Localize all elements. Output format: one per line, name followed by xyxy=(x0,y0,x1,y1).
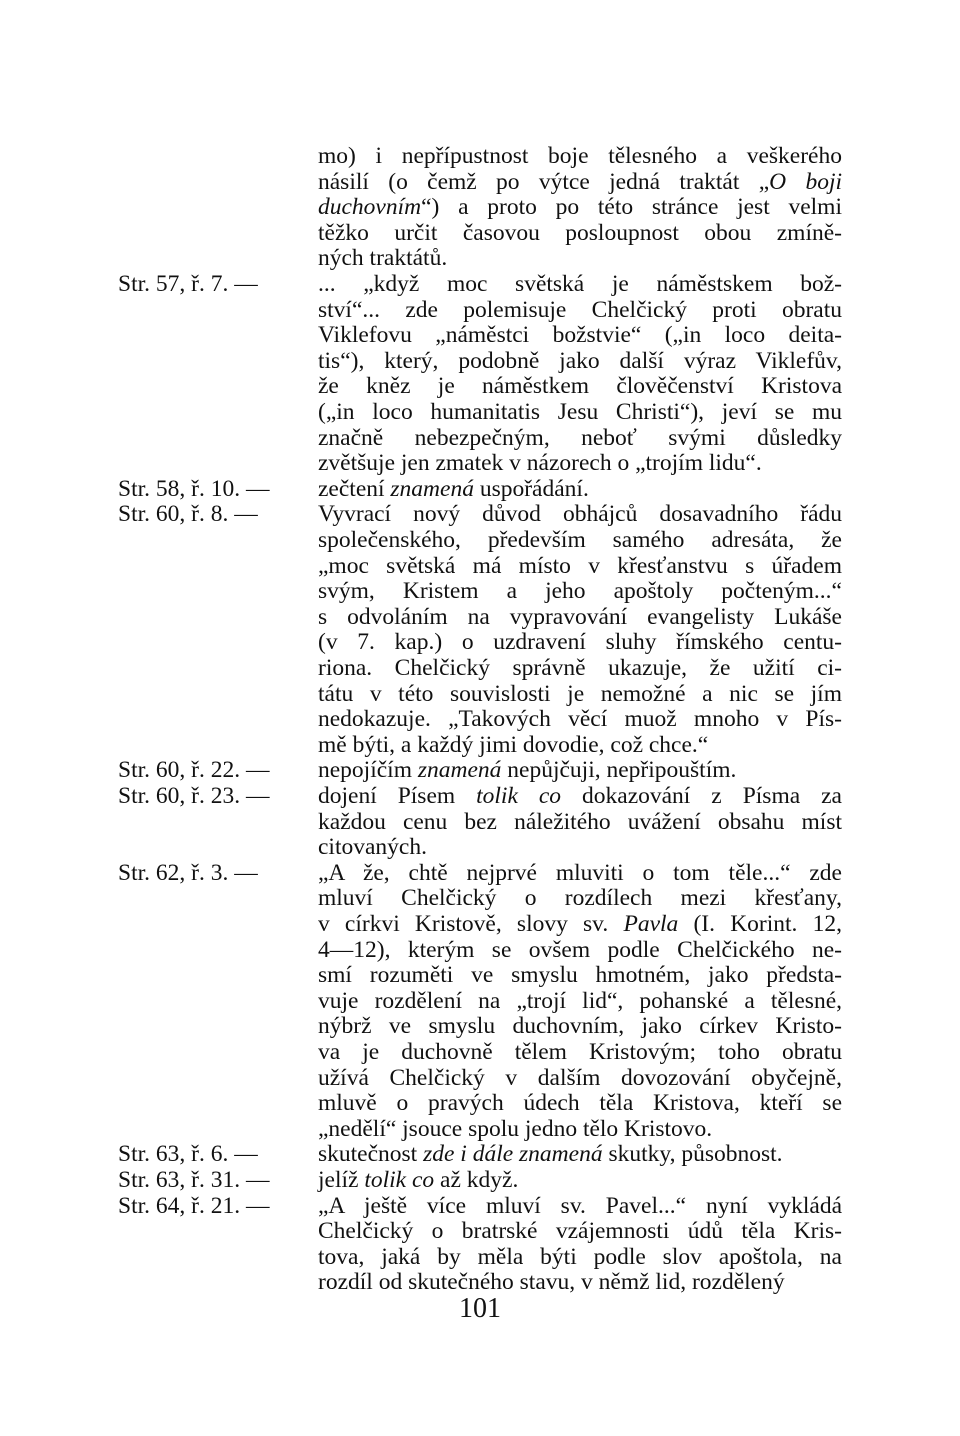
note-line: nedokazuje. „Takových věcí muož mnoho v Pís- xyxy=(318,706,842,733)
note-text xyxy=(318,1142,842,1168)
line-reference: Str. 64, ř. 21. — xyxy=(118,1192,270,1219)
line-reference: Str. 57, ř. 7. — xyxy=(118,271,258,297)
note-line: vuje rozdělení na „trojí lid“, pohanské a tělesné, xyxy=(318,987,842,1014)
note-line: mě býti, a každý jimi dovodie, což chce.“ xyxy=(318,731,709,758)
note-line: ství“... zde polemisuje Chelčický proti obratu xyxy=(318,296,842,323)
note-line: „A že, chtě nejprvé mluviti o tom těle...“ zde xyxy=(318,859,842,886)
note-line: zvětšuje jen zmatek v názorech o „trojím lidu“. xyxy=(318,450,762,477)
note-text xyxy=(318,144,842,272)
note-text xyxy=(318,1194,842,1296)
note-text xyxy=(318,861,842,1143)
note-line: citovaných. xyxy=(318,834,427,861)
line-reference: Str. 60, ř. 8. — xyxy=(118,501,258,528)
note-text xyxy=(318,758,842,784)
note-line: společenského, především samého adresáta, že xyxy=(318,526,842,553)
note-line: skutečnost zde i dále znamená skutky, působnost. xyxy=(318,1141,783,1168)
note-line: že kněz je náměstkem člověčenství Kristova xyxy=(318,373,842,400)
note-line: mluvě o pravých údech těla Kristova, kteří se xyxy=(318,1090,842,1117)
note-line: dojení Písem tolik co dokazování z Písma za xyxy=(318,783,842,809)
note-line: rozdíl od skutečného stavu, v němž lid, rozdělený xyxy=(318,1269,785,1296)
note-line: Vyvrací nový důvod obhájců dosavadního řádu xyxy=(318,501,842,528)
page-number: 101 xyxy=(459,1293,501,1324)
note-line: násilí (o čemž po výtce jedná traktát „O boji xyxy=(318,168,843,195)
note-text xyxy=(318,272,842,477)
note-line: „nedělí“ jsouce spolu jedno tělo Kristovo. xyxy=(318,1115,713,1142)
note-line: těžko určit časovou posloupnost obou zmíně- xyxy=(318,219,842,246)
note-line: užívá Chelčický v dalším dovozování obyčejně, xyxy=(318,1064,842,1091)
note-line: mo) i nepřípustnost boje tělesného a veškerého xyxy=(318,143,842,169)
note-line: každou cenu bez náležitého uvážení obsahu míst xyxy=(318,808,842,835)
note-text xyxy=(318,477,842,503)
note-line: nýbrž ve smyslu duchovním, jako církev Kristo- xyxy=(318,1013,842,1040)
note-line: ... „když moc světská je náměstskem bož- xyxy=(318,271,842,297)
note-line: nepojíčím znamená nepůjčuji, nepřipouštím. xyxy=(318,757,737,784)
note-line: značně nebezpečným, neboť svými důsledky xyxy=(318,424,842,451)
line-reference: Str. 63, ř. 6. — xyxy=(118,1141,258,1168)
note-line: va je duchovně tělem Kristovým; toho obratu xyxy=(318,1038,842,1065)
line-reference: Str. 60, ř. 23. — xyxy=(118,783,270,809)
note-line: svým, Kristem a jeho apoštoly počteným...“ xyxy=(318,578,842,605)
line-reference: Str. 62, ř. 3. — xyxy=(118,859,258,886)
note-line: tis“), který, podobně jako další výraz Viklefův, xyxy=(318,347,842,374)
note-line: Viklefovu „náměstci božstvie“ („in loco deita- xyxy=(318,322,842,349)
note-line: mluví Chelčický o rozdílech mezi křesťany, xyxy=(318,885,842,912)
line-reference: Str. 58, ř. 10. — xyxy=(118,475,270,502)
note-line: riona. Chelčický správně ukazuje, že užití ci- xyxy=(318,654,842,681)
note-line: Chelčický o bratrské vzájemnosti údů těla Kris- xyxy=(318,1218,842,1245)
note-line: zečtení znamená uspořádání. xyxy=(318,475,589,502)
note-line: („in loco humanitatis Jesu Christi“), jeví se mu xyxy=(318,398,842,425)
note-line: tátu v této souvislosti je nemožné a nic se jím xyxy=(318,680,842,707)
note-line: smí rozuměti ve smyslu hmotném, jako předsta- xyxy=(318,962,842,989)
line-reference: Str. 63, ř. 31. — xyxy=(118,1167,270,1193)
note-line: duchovním“) a proto po této stránce jest velmi xyxy=(318,194,842,221)
note-text xyxy=(318,1168,842,1194)
note-line: tova, jaká by měla býti podle slov apoštola, na xyxy=(318,1243,842,1270)
note-line: v církvi Kristově, slovy sv. Pavla (I. Korint. 12, xyxy=(318,910,842,937)
note-line: jelíž tolik co až když. xyxy=(318,1167,519,1193)
note-line: ných traktátů. xyxy=(318,245,448,272)
note-text xyxy=(318,502,842,758)
note-text xyxy=(318,784,842,861)
note-line: „A ještě více mluví sv. Pavel...“ nyní vykládá xyxy=(318,1192,842,1219)
note-line: 4—12), kterým se ovšem podle Chelčického ne- xyxy=(318,936,842,963)
note-line: s odvoláním na vypravování evangelisty Lukáše xyxy=(318,603,842,630)
note-line: „moc světská má místo v křesťanstvu s úřadem xyxy=(318,552,842,579)
line-reference: Str. 60, ř. 22. — xyxy=(118,757,270,784)
note-line: (v 7. kap.) o uzdravení sluhy římského centu- xyxy=(318,629,842,656)
